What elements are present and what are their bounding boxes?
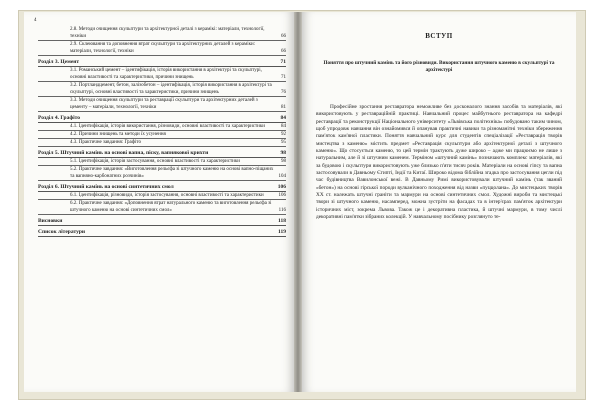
toc-entry (38, 166, 286, 181)
toc-entry (38, 82, 286, 97)
toc-entry-title: 4.2. Причини знищень та методи їх усунення (70, 132, 166, 137)
toc-entry-title: Розділ 5. Штучний камінь на основі вапна, піску, вапнякової крихти (38, 150, 209, 156)
toc-chapter (38, 218, 286, 226)
toc-entry-title: 3.2. Портландцемент, бетон, залізобетон – ідентифікація, історія використання в архітектурі та скульптурі, основні властивості та характеристики, причини знищень (70, 83, 272, 95)
section-heading: ВСТУП (425, 32, 453, 40)
toc-entry-title: 2.8. Методи очищення скульптури та архітектурної деталі з керамікі: матеріали, технології, техніки (70, 27, 265, 39)
toc-entry (38, 97, 286, 112)
toc-entry-title: 6.1. Ідентифікація, різновиди, історія застосування, основні властивості та характеристики (70, 193, 264, 198)
toc-entry-page: 84 (280, 115, 286, 121)
toc-entry-title: 4.1. Ідентифікація, історія використання, різновиди, основні властивості та характеристики (70, 124, 265, 129)
toc-chapter (38, 150, 286, 158)
toc-entry (38, 131, 286, 139)
toc-entry-title: 3.1. Романський цемент – ідентифікація, історія використання в архітектурі та скульптурі, основні властивості та характеристики, причини знищень (70, 68, 262, 80)
toc-entry (38, 139, 286, 147)
toc-entry-page: 66 (281, 34, 286, 39)
toc-entry-title: 3.3. Методи очищення скульптури та реставрації скульптури та архітектурних деталей з цементу – матеріали, технології, техніки (70, 98, 258, 110)
toc-entry-page: 104 (278, 174, 286, 179)
right-page (302, 12, 576, 392)
toc-entry (38, 41, 286, 56)
toc-entry-title: Список літератури (38, 229, 86, 235)
book-gutter (294, 12, 302, 392)
toc-chapter (38, 184, 286, 192)
toc-entry-page: 118 (278, 218, 286, 224)
toc-chapter (38, 59, 286, 67)
toc-entry-page: 116 (278, 208, 286, 213)
toc-entry-page: 106 (278, 193, 286, 198)
toc-entry-title: Висновки (38, 218, 63, 224)
toc-entry-title: 5.2. Практичне завдання: «Виготовлення рельєфа зі штучного каменю на основі вапно-піщаних та вапняно-карбонатних розчинів» (70, 167, 274, 179)
toc-entry (38, 123, 286, 131)
table-of-contents (38, 26, 286, 237)
toc-entry (38, 192, 286, 200)
toc-entry-page: 92 (281, 132, 286, 137)
toc-chapter (38, 115, 286, 123)
section-subheading: Поняття про штучний камінь та його різновиди. Використання штучного каменю в скульптурі та архітектурі (323, 60, 555, 73)
toc-chapter (38, 229, 286, 237)
toc-entry-page: 81 (281, 105, 286, 110)
toc-entry-page: 98 (280, 150, 286, 156)
body-paragraph: Професійне зростання реставратора неможливе без досконалого знання засобів та матеріалів, які використовують у реставраційній практиці. Навчальний процес майбутнього реставратора на кафедрі реставрації та реконструкції Національного університету «Львівська політехніка» побудовано таким чином, щоб упродовж навчання він ознайомився й опанував практичні навики та різноманітні техніки збереження пам'яток кам'яної пластики. Поняття навчальний курс для студентів спеціалізації «Реставрація творів мистецтва з каменю» містить предмет «Реставрація скульптури або архітектурної деталі з штучного каменю». Що стосується каменю, то цей термін трактують дуже широко – адже ми працюємо не лише з натуральним, але й зі штучним каменем. Терміном «штучний камінь» позначають комплекс матеріалів, які за будовою і скульптури використовують уже близько п'яти тисяч років. Матеріали на основі гіпсу та вапна застосовували в Давньому Єгипті, Індії та Китаї. Широко відома біблійна згадка про застосування цегли під час будівництва Вавилонської вежі. В Давньому Римі використовували штучний камінь (так званий «бетон») на основі гірської породи вулканічного походження від назви «пуццолана». До мистецьких творів ХХ ст. належать штучні граніти та мармури на основі синтетичних смол. Художні вироби та мистецькі твори зі штучного каменю, насамперед, можна зустріти на фасадах та в інтер'єрах пам'яток архітектури історичних міст, зокрема Львова. Також це і декоративна пластика, й штучні мармури, в тому числі декоративні пам'ятки зібраних колекцій. У навчальному посібнику розглянуто те- (316, 104, 562, 221)
toc-entry-page: 71 (281, 75, 286, 80)
toc-entry-title: 4.3. Практичне завдання: Графіто (70, 140, 141, 145)
left-page (24, 12, 294, 392)
page-number: 4 (34, 18, 37, 23)
toc-entry-page: 98 (281, 159, 286, 164)
toc-entry-title: Розділ 6. Штучний камінь на основі синтетичних смол (38, 184, 174, 190)
toc-entry-title: Розділ 4. Графіто (38, 115, 81, 121)
toc-entry-page: 119 (278, 229, 286, 235)
toc-entry-page: 84 (281, 124, 286, 129)
toc-entry-page: 95 (281, 140, 286, 145)
toc-entry-title: 6.2. Практичне завдання: «Доповнення втрат натурального каменю та виготовлення рельєфа зі штучного каменю на основі синтетичних смол» (70, 201, 272, 213)
toc-entry-page: 106 (277, 184, 286, 190)
toc-entry (38, 26, 286, 41)
toc-entry (38, 158, 286, 166)
toc-entry (38, 200, 286, 215)
toc-entry-title: 2.9. Склеювання та доповнення втрат скульптури та архітектурних деталей з кераміки: матеріали, технології, техніки (70, 42, 256, 54)
toc-entry-title: Розділ 3. Цемент (38, 59, 80, 65)
toc-entry (38, 67, 286, 82)
toc-entry-title: 5.1. Ідентифікація, історія застосування, основні властивості та характеристики (70, 159, 240, 164)
toc-entry-page: 76 (281, 90, 286, 95)
toc-entry-page: 71 (280, 59, 286, 65)
toc-entry-page: 66 (281, 49, 286, 54)
